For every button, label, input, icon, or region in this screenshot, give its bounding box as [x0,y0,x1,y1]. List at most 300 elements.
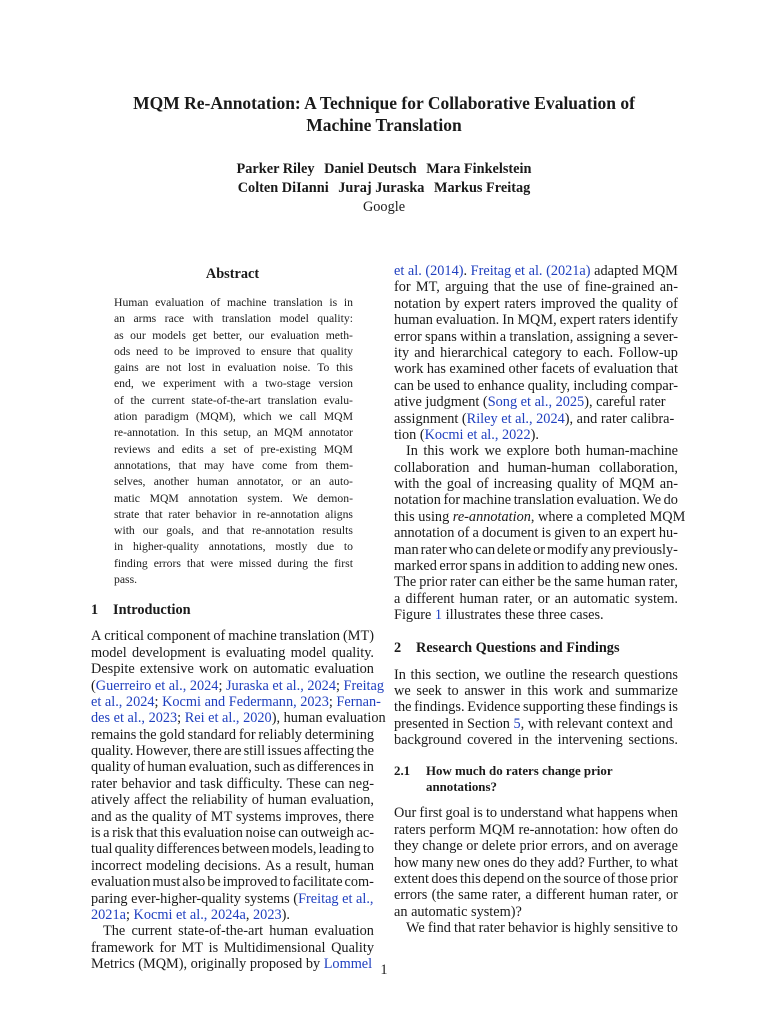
word: the [549,666,568,683]
word: assigning [576,328,631,345]
word: We [406,920,425,937]
word: the [599,295,618,312]
word: arms [133,312,157,326]
word: (MQM), [195,410,236,424]
word: model [91,644,127,661]
word: that [145,507,163,521]
text-line [91,645,374,661]
word: a [252,377,258,391]
word: behavior [195,507,237,521]
word: due [317,540,335,554]
word: a [211,442,217,456]
word: how [394,854,419,871]
word: need [136,344,159,358]
word: atively [91,792,130,809]
word: sever- [643,328,678,345]
word: spans [425,328,457,345]
word: covered [467,732,513,749]
word: add? [557,854,585,871]
word: a [499,328,507,345]
word: rater, [503,590,533,607]
word: compar- [630,377,678,394]
title-line-2: Machine Translation [306,115,462,135]
word: and [588,682,610,699]
text-line [394,732,678,748]
word: error [439,558,468,575]
word: translation [513,492,575,509]
word: work [449,443,479,460]
word: examined [449,361,505,378]
word: delete [497,541,532,558]
word: a [633,328,641,345]
word: findings. [414,699,465,716]
word: ods [114,344,131,358]
abstract-line [114,442,353,458]
word: translation [279,628,341,645]
word: be [417,377,431,394]
word: annotation [394,525,455,542]
word: re-annotation [252,524,315,538]
citation-link[interactable]: Song et al., 2025 [487,394,585,411]
word: or [665,887,678,904]
text-line [394,838,678,854]
word: quality [151,808,192,825]
word: higher-quality [132,540,199,554]
word: of [114,393,124,407]
word: we [484,443,502,460]
word: a [525,887,532,904]
word: of [578,361,591,378]
word: we [278,410,293,424]
word: in [343,296,353,309]
word: MQM [273,426,303,440]
word: with [114,524,135,538]
word: version [318,377,353,391]
word: notation [394,492,441,509]
word: improved [540,295,596,312]
word: result, [295,857,331,874]
word: Follow-up [618,344,678,361]
text-line [394,378,678,394]
text-line [91,841,374,857]
word: during [277,556,308,570]
word: state-of-the-art [191,393,261,407]
abstract-body [114,295,353,588]
word: current [131,923,172,940]
word: goal [445,805,471,822]
left-column [91,264,386,973]
word: model [290,644,327,661]
citation-link[interactable]: et al. (2014) [394,263,464,279]
word: rater [420,541,447,558]
word: sensitive [613,920,664,937]
word: which [243,410,272,424]
word: standard [187,726,237,743]
text-line: tion (Kocmi et al., 2022). [394,426,539,443]
abstract-line [114,539,353,555]
section-heading-introduction: 1 Introduction [91,602,191,619]
word: of [666,295,678,312]
word: The [394,574,417,591]
word: can [394,377,414,394]
word: risk [112,825,134,842]
citation-link[interactable]: Freitag [343,677,385,694]
sub21-paragraph [394,805,678,936]
word: aligns [325,507,353,521]
affiliation: Google [362,199,406,215]
word: work [553,682,584,699]
word: such [254,759,281,776]
word: leading [318,841,361,858]
abstract-line [114,523,353,539]
word: of [243,442,254,456]
text-line [91,792,374,808]
word: errors, [550,838,588,855]
word: collaboration, [598,459,678,476]
word: do [663,492,678,509]
word: decisions. [204,857,261,874]
word: do [663,821,678,838]
word: Multidimensional [223,939,326,956]
text-line: Metrics (MQM), originally proposed by Lommel [91,956,373,973]
text-line [394,443,678,459]
word: come [261,458,288,472]
word: for [394,279,411,296]
text-line [394,558,678,574]
word: also [182,874,206,891]
abstract-line [114,474,353,490]
citation-link[interactable]: Kocmi and Federmann, 2023 [162,693,329,710]
word: the [170,792,188,809]
word: enhance [477,377,525,394]
citation-link[interactable]: 2023 [253,906,282,923]
word: human [335,857,374,874]
word: an [114,312,126,326]
word: annotator, [236,475,284,489]
word: an [256,426,268,440]
citation-link[interactable]: Riley et al., 2024 [466,410,565,427]
word: modeling [145,857,200,874]
word: issues [267,743,302,760]
text-line: presented in Section 5, with relevant context and [394,715,673,732]
word: the [394,699,412,716]
word: in [114,540,124,554]
text-line [394,805,678,821]
word: human [606,574,646,591]
word: a [472,525,479,542]
word: with [223,377,245,391]
word: Quality [331,939,374,956]
word: human [459,590,499,607]
word: often [630,821,661,838]
word: to [589,525,601,542]
word: results [322,524,353,538]
word: is [329,296,338,309]
word: supporting [523,699,585,716]
citation-link[interactable]: Guerreiro et al., 2024 [95,677,219,694]
word: each. [583,344,614,361]
word: is [473,805,483,822]
word: quality [114,841,155,858]
word: of [210,296,221,309]
word: ity [394,344,410,361]
word: errors [153,556,181,570]
citation-link[interactable]: Lommel [323,956,373,973]
word: this [460,870,481,887]
word: change [422,838,463,855]
word: evaluation. [576,492,640,509]
word: edits [181,442,204,456]
word: to [343,540,353,554]
word: We [642,492,662,509]
word: with [394,476,420,493]
word: paradigm [144,410,189,424]
word: the [130,393,145,407]
word: to [635,854,648,871]
text-line: et al., 2024; Kocmi and Federmann, 2023; Fernan- [91,693,381,710]
word: findings [618,699,666,716]
word: these [586,699,617,716]
word: auto- [328,475,353,489]
word: and [478,459,499,476]
word: be [207,874,221,891]
text-line [394,683,678,699]
word: them- [325,458,353,472]
citation-link[interactable]: des et al., 2023 [91,710,178,727]
text-line [394,855,678,871]
citation-link[interactable]: Freitag et al., [298,890,374,907]
word: tual [91,841,113,858]
word: what [650,854,678,871]
word: be [537,574,552,591]
section-ref-link[interactable]: 5 [513,715,521,732]
abstract-line [114,507,353,523]
text-line [91,940,374,956]
word: in [503,558,516,575]
word: for [443,492,461,509]
word: to [447,682,459,699]
word: human [196,475,229,489]
author-name: Markus Freitag [434,180,531,196]
word: missed [239,556,272,570]
word: MQM, [517,312,557,329]
word: are [224,743,242,760]
word: ation [114,410,138,424]
abstract-line [114,458,353,474]
word: of [457,525,470,542]
word: or [466,838,479,855]
word: or [537,590,550,607]
word: MT [181,939,204,956]
word: ac- [356,825,374,842]
word: addition [517,558,565,575]
word: that [186,556,205,570]
word: given [554,525,586,542]
intro-paragraph-1 [91,628,386,973]
author-name: Daniel Deutsch [324,161,417,177]
word: setup, [223,426,251,440]
word: human-human [507,459,591,476]
word: to [279,874,291,891]
word: models [152,328,186,342]
word: neg- [348,775,374,792]
word: hierarchical [440,344,508,361]
citation-link[interactable]: Kocmi et al., 2024a [133,906,246,923]
word: mostly [275,540,308,554]
word: of [476,476,489,493]
word: goals, [166,524,194,538]
word: evaluation [91,874,151,891]
word: the [139,726,157,743]
word: error [394,328,422,345]
word: evaluation [314,661,374,678]
word: evaluation [314,923,374,940]
word: better, [213,328,243,342]
word: to [566,558,578,575]
word: on [615,838,630,855]
abstract-line [114,409,353,425]
word: are [145,361,160,375]
text-line [394,476,678,492]
citation-link[interactable]: 2021a [91,906,126,923]
citation-link[interactable]: et al., 2024 [91,693,155,710]
word: not [166,361,182,375]
author-name: Parker Riley [236,161,315,177]
word: that [454,920,476,937]
word: evalu- [323,393,353,407]
word: systems [235,808,282,825]
word: our [248,328,265,342]
word: expert [464,295,500,312]
word: they [530,854,555,871]
word: those [617,870,648,887]
word: this [423,443,445,460]
word: average [633,838,678,855]
word: by [445,295,460,312]
word: do [512,854,527,871]
word: sections. [628,732,678,749]
word: collaboration [394,459,470,476]
subsection-heading-2-1: 2.1 How much do raters change prior annotations? [394,763,613,794]
word: machine [462,492,512,509]
citation-link[interactable]: Juraska et al., 2024 [225,677,336,694]
word: notation [394,295,441,312]
word: MQM [479,821,515,838]
word: as [114,328,124,342]
word: selves, [114,475,146,489]
word: happens [596,805,644,822]
word: prior [650,870,678,887]
word: this [527,682,549,699]
word: (the [431,887,454,904]
word: any [590,541,611,558]
word: when [646,805,678,822]
word: a [285,857,292,874]
word: matic [114,491,140,505]
word: of [133,759,146,776]
text-line: an automatic system)? [394,903,522,920]
word: the [424,476,442,493]
abstract-line [114,295,353,311]
word: from [295,458,318,472]
word: rater, [491,887,522,904]
word: experiment [163,377,216,391]
text-line [394,667,678,683]
word: of [195,808,208,825]
word: quality [320,344,353,358]
word: differences [297,759,361,776]
word: behavior [121,775,172,792]
word: an [309,475,321,489]
word: how [602,821,627,838]
word: human [267,792,307,809]
text-line [394,822,678,838]
abstract-line [114,360,353,376]
word: Despite [91,661,135,678]
text-line: (Guerreiro et al., 2024; Juraska et al., 2024; Freitag [91,677,385,694]
word: evaluation. [436,312,500,329]
word: and [91,808,112,825]
citation-link[interactable]: Fernan- [336,693,381,710]
word: including [573,377,628,394]
word: finding [114,556,148,570]
citation-link[interactable]: Rei et al., 2020 [184,710,272,727]
text-line [394,591,678,607]
word: many [421,854,454,871]
word: of [603,870,616,887]
word: work [198,661,229,678]
word: machine [227,296,267,309]
word: or [291,475,302,489]
word: evaluating [225,644,286,661]
word: In [185,426,195,440]
word: first [419,805,443,822]
word: end, [114,377,134,391]
word: fine-grained [584,279,655,296]
word: is [211,644,221,661]
figure-ref-link[interactable]: 1 [434,607,443,624]
word: category [512,344,562,361]
word: evaluation, [188,759,252,776]
word: gold [159,726,185,743]
text-line [394,296,678,312]
citation-link[interactable]: Kocmi et al., 2022 [424,426,531,443]
word: there [345,808,374,825]
word: the [543,870,561,887]
word: that [226,524,245,538]
word: rater [478,920,505,937]
word: depend [483,870,525,887]
word: were [210,556,234,570]
word: questions [623,666,678,683]
word: we [484,666,501,683]
text-line: et al. (2014). Freitag et al. (2021a) adapted MQM [394,263,678,279]
text-line [394,279,678,295]
word: annotator [308,426,353,440]
text-line: paring ever-higher-quality systems (Freitag et al., [91,890,374,907]
word: hu- [658,525,678,542]
word: section, [435,666,480,683]
word: translation [221,312,272,326]
word: that [656,361,678,378]
text-line: assignment (Riley et al., 2024), and rater calibra- [394,410,675,427]
citation-link[interactable]: Freitag et al. (2021a) [470,263,591,279]
word: identify [633,312,678,329]
word: ones. [648,558,678,575]
author-row-2 [60,179,708,198]
word: this [336,361,353,375]
word: annotation [188,491,238,505]
